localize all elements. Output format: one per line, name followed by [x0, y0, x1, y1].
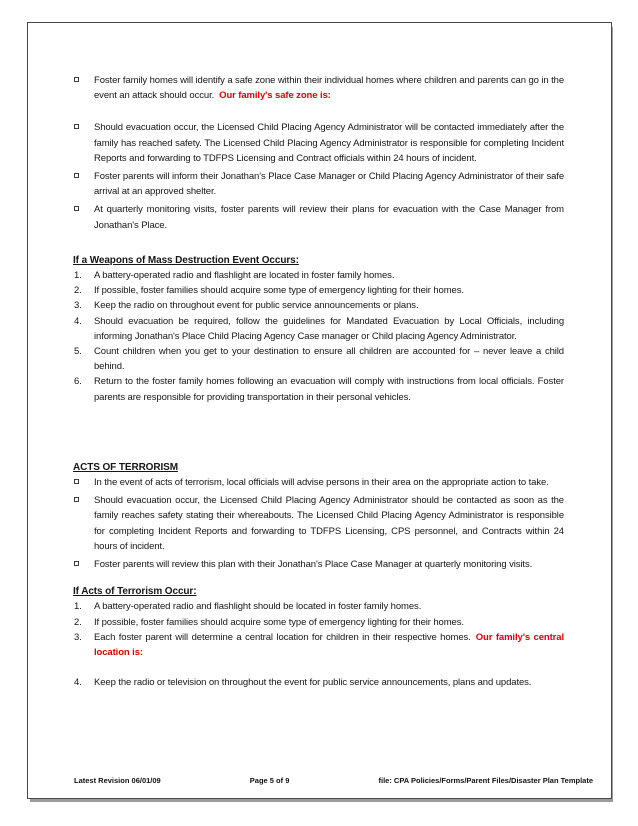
- wmd-numbered-list: [73, 268, 564, 405]
- item-number: 2.: [74, 285, 82, 297]
- item-text: Should evacuation occur, the Licensed Child Placing Agency Administrator will be contacted immediately after the family has reached safety. The Licensed Child Placing Agency Administrator is responsible for completing Incident Reports and forwarding to TDFPS Licensing and Contract officials within 24 hours of incident.: [94, 122, 564, 164]
- checkbox-bullet-icon: [74, 497, 79, 502]
- list-item: [73, 202, 564, 232]
- item-text: In the event of acts of terrorism, local officials will advise persons in their area on the appropriate action to take.: [94, 477, 549, 489]
- numbered-item: [73, 630, 564, 660]
- item-text: If possible, foster families should acquire some type of emergency lighting for their homes.: [94, 616, 464, 628]
- checkbox-bullet-icon: [74, 173, 79, 178]
- item-number: 1.: [74, 270, 82, 282]
- checkbox-bullet-icon: [74, 124, 79, 129]
- item-number: 3.: [74, 631, 82, 643]
- terrorism-bullet-list: [73, 475, 564, 572]
- footer-revision: Latest Revision 06/01/09: [74, 775, 161, 785]
- item-number: 4.: [74, 677, 82, 689]
- item-text: Foster family homes will identify a safe zone within their individual homes where children and parents can go in the event an attack should occur.: [94, 75, 564, 102]
- item-text: Return to the foster family homes following an evacuation will comply with instructions from local officials. Foster parents are responsible for providing transportation in their personal vehicles.: [94, 376, 564, 403]
- item-number: 5.: [74, 346, 82, 358]
- item-text: Foster parents will inform their Jonathan's Place Case Manager or Child Placing Agency Administrator of their safe arrival at an approved shelter.: [94, 171, 564, 198]
- numbered-item: [73, 675, 564, 690]
- item-number: 1.: [74, 601, 82, 613]
- numbered-item: [73, 268, 564, 283]
- numbered-item: [73, 344, 564, 374]
- item-text: Keep the radio on throughout event for public service announcements or plans.: [94, 300, 419, 312]
- list-item: [73, 557, 564, 572]
- numbered-item: [73, 283, 564, 298]
- item-number: 6.: [74, 376, 82, 388]
- list-item: [73, 475, 564, 490]
- numbered-item: [73, 298, 564, 313]
- item-text: Each foster parent will determine a central location for children in their respective homes.: [94, 631, 471, 643]
- footer-file-path: file: CPA Policies/Forms/Parent Files/Disaster Plan Template: [378, 775, 593, 785]
- item-number: 2.: [74, 616, 82, 628]
- fill-in-highlight: Our family's safe zone is:: [219, 90, 331, 102]
- acts-numbered-list: [73, 599, 564, 690]
- item-text: A battery-operated radio and flashlight should be located in foster family homes.: [94, 601, 422, 613]
- numbered-item: [73, 374, 564, 404]
- item-number: 4.: [74, 315, 82, 327]
- item-number: 3.: [74, 300, 82, 312]
- section-heading-terrorism: ACTS OF TERRORISM: [73, 461, 178, 473]
- fill-in-highlight: Our family's central location is:: [94, 631, 564, 659]
- item-text: A battery-operated radio and flashlight are located in foster family homes.: [94, 270, 395, 282]
- numbered-item: [73, 615, 564, 630]
- numbered-item: [73, 599, 564, 614]
- checkbox-bullet-icon: [74, 479, 79, 484]
- page-footer: [28, 773, 611, 788]
- item-text: Foster parents will review this plan with their Jonathan's Place Case Manager at quarterly monitoring visits.: [94, 559, 533, 571]
- section-heading-acts: If Acts of Terrorism Occur:: [73, 586, 197, 598]
- list-item: [73, 73, 564, 103]
- list-item: [73, 169, 564, 199]
- document-page: [27, 22, 612, 799]
- section-heading-wmd: If a Weapons of Mass Destruction Event Occurs:: [73, 254, 299, 266]
- item-text: Should evacuation be required, follow the guidelines for Mandated Evacuation by Local Officials, including informing Jonathan's Place Child Placing Agency Case manager or Child placing Agency Administrator.: [94, 315, 564, 342]
- list-item: [73, 120, 564, 166]
- item-text: Count children when you get to your destination to ensure all children are accounted for – never leave a child behind.: [94, 346, 564, 373]
- footer-page-number: Page 5 of 9: [249, 775, 290, 785]
- page-content: [28, 23, 611, 798]
- numbered-item: [73, 314, 564, 344]
- list-item: [73, 493, 564, 554]
- item-text: Keep the radio or television on throughout the event for public service announcements, plans and updates.: [94, 677, 532, 689]
- item-text: Should evacuation occur, the Licensed Child Placing Agency Administrator should be contacted as soon as the family reaches safety stating their whereabouts. The Licensed Child Placing Agency Administrator is responsible for completing Incident Reports and forwarding to TDFPS Licensing, CPS personnel, and Contracts within 24 hours of incident.: [94, 495, 564, 552]
- checkbox-bullet-icon: [74, 561, 79, 566]
- checkbox-bullet-icon: [74, 206, 79, 211]
- attack-bullet-list: [73, 73, 564, 233]
- checkbox-bullet-icon: [74, 77, 79, 82]
- item-text: If possible, foster families should acquire some type of emergency lighting for their homes.: [94, 285, 464, 297]
- item-text: At quarterly monitoring visits, foster parents will review their plans for evacuation with the Case Manager from Jonathan's Place.: [94, 204, 564, 231]
